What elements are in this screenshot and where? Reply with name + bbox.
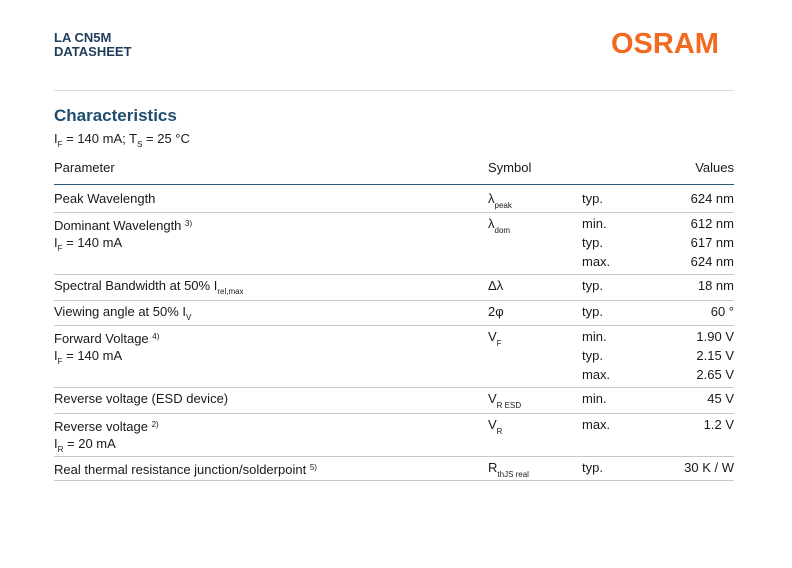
condition-subscript: F xyxy=(57,244,63,253)
symbol-subscript: F xyxy=(496,339,502,348)
value-cell xyxy=(614,302,734,321)
parameter-text: Dominant Wavelength xyxy=(54,218,182,233)
symbol-text: λ xyxy=(488,191,495,206)
qualifier: max. xyxy=(582,417,611,432)
value: 45 V xyxy=(707,391,734,406)
symbol-text: V xyxy=(488,391,497,406)
symbol-text: 2φ xyxy=(488,304,504,319)
footnote-ref: 2) xyxy=(151,420,159,429)
qualifier: typ. xyxy=(582,460,603,475)
value-cell xyxy=(614,389,734,408)
condition-symbol: I xyxy=(54,436,58,451)
value: 617 nm xyxy=(690,235,734,250)
value: 624 nm xyxy=(690,191,734,206)
condition-subscript: R xyxy=(57,445,64,454)
symbol-text: R xyxy=(488,460,498,475)
qualifier: typ. xyxy=(582,191,603,206)
parameter-cell xyxy=(54,189,155,208)
symbol-text: V xyxy=(488,329,497,344)
symbol-cell xyxy=(488,327,502,353)
symbol-cell xyxy=(488,389,521,415)
symbol-text: λ xyxy=(488,216,495,231)
parameter-condition xyxy=(54,434,159,453)
condition-symbol: I xyxy=(54,348,58,363)
document-type: DATASHEET xyxy=(54,44,132,59)
column-header-symbol: Symbol xyxy=(488,160,532,175)
qualifier-cell xyxy=(582,327,610,384)
header-divider xyxy=(54,90,734,91)
parameter-name xyxy=(54,458,317,477)
parameter-text: Spectral Bandwidth at 50% I xyxy=(54,278,218,293)
symbol-cell xyxy=(488,458,529,484)
value: 1.2 V xyxy=(703,417,734,432)
parameter-cell xyxy=(54,214,192,252)
parameter-cell xyxy=(54,415,159,453)
osram-logo: OSRAM xyxy=(611,28,719,60)
qualifier: typ. xyxy=(582,278,603,293)
value: 60 ° xyxy=(710,304,734,319)
parameter-subscript: V xyxy=(186,313,192,322)
qualifier: typ. xyxy=(582,304,603,319)
parameter-cell xyxy=(54,302,191,321)
parameter-cell xyxy=(54,389,228,408)
footnote-ref: 3) xyxy=(185,219,193,228)
symbol-cell xyxy=(488,415,502,441)
parameter-name xyxy=(54,327,159,346)
qualifier: typ. xyxy=(582,235,603,250)
parameter-text: Reverse voltage (ESD device) xyxy=(54,391,229,406)
parameter-text: Peak Wavelength xyxy=(54,191,156,206)
parameter-text: Real thermal resistance junction/solderpoint xyxy=(54,462,307,477)
table-header-divider xyxy=(54,184,734,185)
parameter-name xyxy=(54,189,155,208)
symbol-subscript: R xyxy=(496,427,503,436)
value-cell xyxy=(614,415,734,434)
table-row xyxy=(54,456,734,481)
symbol-text: Δλ xyxy=(488,278,504,293)
qualifier-cell xyxy=(582,189,603,208)
parameter-cell xyxy=(54,276,244,295)
symbol-subscript: dom xyxy=(494,226,511,235)
section-title: Characteristics xyxy=(54,106,177,125)
value: 624 nm xyxy=(690,254,734,269)
condition-value: = 20 mA xyxy=(63,436,116,451)
qualifier-cell xyxy=(582,458,603,477)
table-row xyxy=(54,300,734,326)
table-row xyxy=(54,212,734,275)
symbol-cell xyxy=(488,214,510,240)
footnote-ref: 4) xyxy=(152,332,160,341)
condition-value: = 140 mA xyxy=(62,235,123,250)
condition-symbol: I xyxy=(54,235,58,250)
value: 2.15 V xyxy=(696,348,734,363)
parameter-cell xyxy=(54,327,159,365)
symbol-cell xyxy=(488,302,504,321)
table-row xyxy=(54,387,734,414)
column-header-parameter: Parameter xyxy=(54,160,115,175)
parameter-name xyxy=(54,276,244,295)
parameter-cell xyxy=(54,458,317,477)
symbol-subscript: peak xyxy=(494,201,512,210)
value: 30 K / W xyxy=(684,460,734,475)
qualifier: min. xyxy=(582,391,607,406)
value: 2.65 V xyxy=(696,367,734,382)
column-header-values: Values xyxy=(695,160,734,175)
table-row xyxy=(54,274,734,301)
value-cell xyxy=(614,214,734,271)
footnote-ref: 5) xyxy=(309,463,317,472)
parameter-text: Forward Voltage xyxy=(54,331,149,346)
product-code: LA CN5M xyxy=(54,30,112,45)
qualifier-cell xyxy=(582,302,603,321)
value-cell xyxy=(614,276,734,295)
qualifier: min. xyxy=(582,216,607,231)
value: 612 nm xyxy=(690,216,734,231)
symbol-subscript: R ESD xyxy=(496,401,522,410)
parameter-condition xyxy=(54,346,159,365)
parameter-text: Reverse voltage xyxy=(54,419,148,434)
parameter-condition xyxy=(54,233,192,252)
value-cell xyxy=(614,189,734,208)
symbol-subscript: thJS real xyxy=(497,470,529,479)
qualifier-cell xyxy=(582,415,610,434)
qualifier-cell xyxy=(582,389,607,408)
table-row xyxy=(54,413,734,457)
symbol-text: V xyxy=(488,417,497,432)
table-row xyxy=(54,325,734,388)
condition-subscript: F xyxy=(57,357,63,366)
test-condition: $I_F = 140$ mA; $T_S = 25$ °C xyxy=(54,131,190,149)
value-cell xyxy=(614,458,734,477)
qualifier-cell xyxy=(582,276,603,295)
parameter-name xyxy=(54,302,191,321)
parameter-name xyxy=(54,214,192,233)
parameter-name xyxy=(54,415,159,434)
qualifier-cell xyxy=(582,214,610,271)
parameter-text: Viewing angle at 50% I xyxy=(54,304,187,319)
table-row xyxy=(54,187,734,213)
value: 18 nm xyxy=(697,278,734,293)
symbol-cell xyxy=(488,276,503,295)
parameter-subscript: rel,max xyxy=(217,287,244,296)
qualifier: max. xyxy=(582,367,611,382)
qualifier: typ. xyxy=(582,348,603,363)
value: 1.90 V xyxy=(696,329,734,344)
parameter-name xyxy=(54,389,228,408)
qualifier: min. xyxy=(582,329,607,344)
value-cell xyxy=(614,327,734,384)
condition-value: = 140 mA xyxy=(62,348,123,363)
qualifier: max. xyxy=(582,254,611,269)
